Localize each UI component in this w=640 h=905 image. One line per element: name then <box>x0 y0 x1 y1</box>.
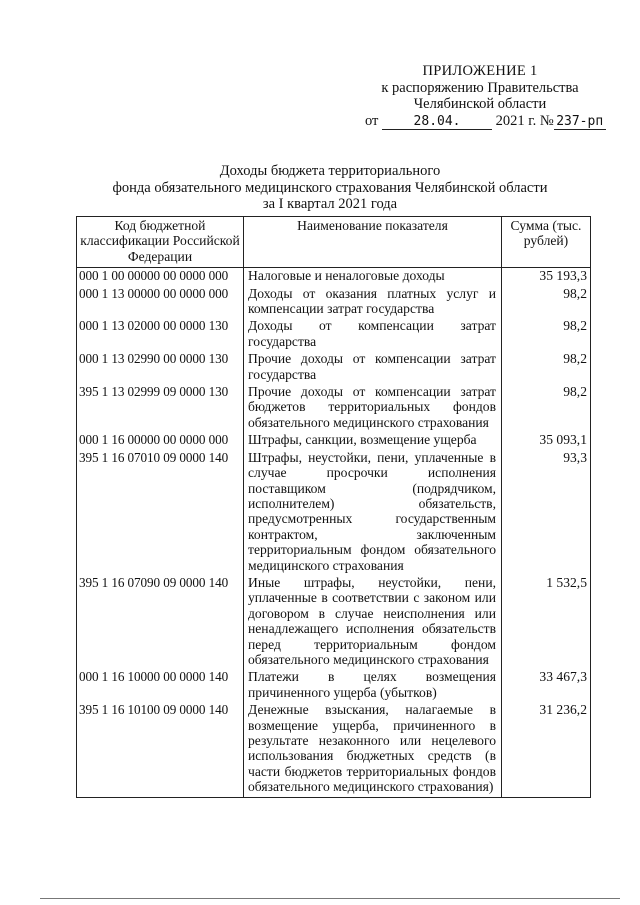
row-amount: 1 532,5 <box>502 575 591 669</box>
row-name: Иные штрафы, неустойки, пени, уплаченные в соответствии с законом или договором в случае неисполнения или ненадлежащего исполнения обязательств перед территориальным фондом обязательного медицинского страхования <box>244 575 502 669</box>
table-row <box>77 575 591 669</box>
row-name: Штрафы, санкции, возмещение ущерба <box>244 432 502 449</box>
row-name: Платежи в целях возмещения причиненного ущерба (убытков) <box>244 669 502 702</box>
row-amount: 98,2 <box>502 318 591 351</box>
title-line-2: фонда обязательного медицинского страхования Челябинской области <box>112 179 548 196</box>
title-line-1: Доходы бюджета территориального <box>219 163 441 179</box>
row-code: 000 1 16 00000 00 0000 000 <box>77 432 244 449</box>
row-amount: 98,2 <box>502 286 591 319</box>
table-row <box>77 450 591 575</box>
row-amount: 98,2 <box>502 384 591 432</box>
row-name: Штрафы, неустойки, пени, уплаченные в случае просрочки исполнения поставщиком (подрядчиком, исполнителем) обязательств, предусмотренных государственным контрактом, заключенным территориальным фондом обязательного медицинского страхования <box>244 450 502 575</box>
row-name: Прочие доходы от компенсации затрат государства <box>244 351 502 384</box>
table-row <box>77 384 591 432</box>
row-amount: 98,2 <box>502 351 591 384</box>
table-row <box>77 268 591 286</box>
row-name: Денежные взыскания, налагаемые в возмещение ущерба, причиненного в результате незаконного или нецелевого использования бюджетных средств (в части бюджетов территориальных фондов обязательного медицинского страхования) <box>244 702 502 797</box>
table-row <box>77 702 591 797</box>
appendix-heading: ПРИЛОЖЕНИЕ 1 <box>422 63 538 79</box>
handwritten-number: 237-рп <box>554 115 606 130</box>
row-code: 395 1 13 02999 09 0000 130 <box>77 384 244 432</box>
year-label: 2021 г. № <box>495 112 554 129</box>
header-amount: Сумма (тыс. рублей) <box>502 217 591 268</box>
row-name: Налоговые и неналоговые доходы <box>244 268 502 286</box>
header-code: Код бюджетной классификации Российской Федерации <box>77 217 244 268</box>
appendix-date-line <box>365 112 604 130</box>
page-bottom-rule <box>40 898 620 899</box>
row-name: Прочие доходы от компенсации затрат бюджетов территориальных фондов обязательного медицинского страхования <box>244 384 502 432</box>
row-code: 395 1 16 07010 09 0000 140 <box>77 450 244 575</box>
row-code: 000 1 13 02000 00 0000 130 <box>77 318 244 351</box>
row-name: Доходы от оказания платных услуг и компенсации затрат государства <box>244 286 502 319</box>
row-code: 000 1 16 10000 00 0000 140 <box>77 669 244 702</box>
row-amount: 35 093,1 <box>502 432 591 449</box>
row-code: 395 1 16 07090 09 0000 140 <box>77 575 244 669</box>
table-header-row <box>77 217 591 268</box>
appendix-line-2: Челябинской области <box>413 96 547 112</box>
row-amount: 35 193,3 <box>502 268 591 286</box>
row-amount: 93,3 <box>502 450 591 575</box>
row-name: Доходы от компенсации затрат государства <box>244 318 502 351</box>
document-title <box>40 163 620 213</box>
table-row <box>77 351 591 384</box>
appendix-line-1: к распоряжению Правительства <box>381 79 579 96</box>
table-row <box>77 318 591 351</box>
row-amount: 31 236,2 <box>502 702 591 797</box>
table-row <box>77 286 591 319</box>
row-code: 000 1 13 02990 00 0000 130 <box>77 351 244 384</box>
revenue-table <box>76 216 591 798</box>
row-code: 000 1 00 00000 00 0000 000 <box>77 268 244 286</box>
row-code: 000 1 13 00000 00 0000 000 <box>77 286 244 319</box>
header-name: Наименование показателя <box>244 217 502 268</box>
table-row <box>77 432 591 449</box>
appendix-block <box>360 63 604 130</box>
table-row <box>77 669 591 702</box>
date-prefix: от <box>365 112 379 129</box>
row-amount: 33 467,3 <box>502 669 591 702</box>
row-code: 395 1 16 10100 09 0000 140 <box>77 702 244 797</box>
handwritten-date: 28.04. <box>382 115 492 130</box>
title-line-3: за I квартал 2021 года <box>262 196 398 212</box>
